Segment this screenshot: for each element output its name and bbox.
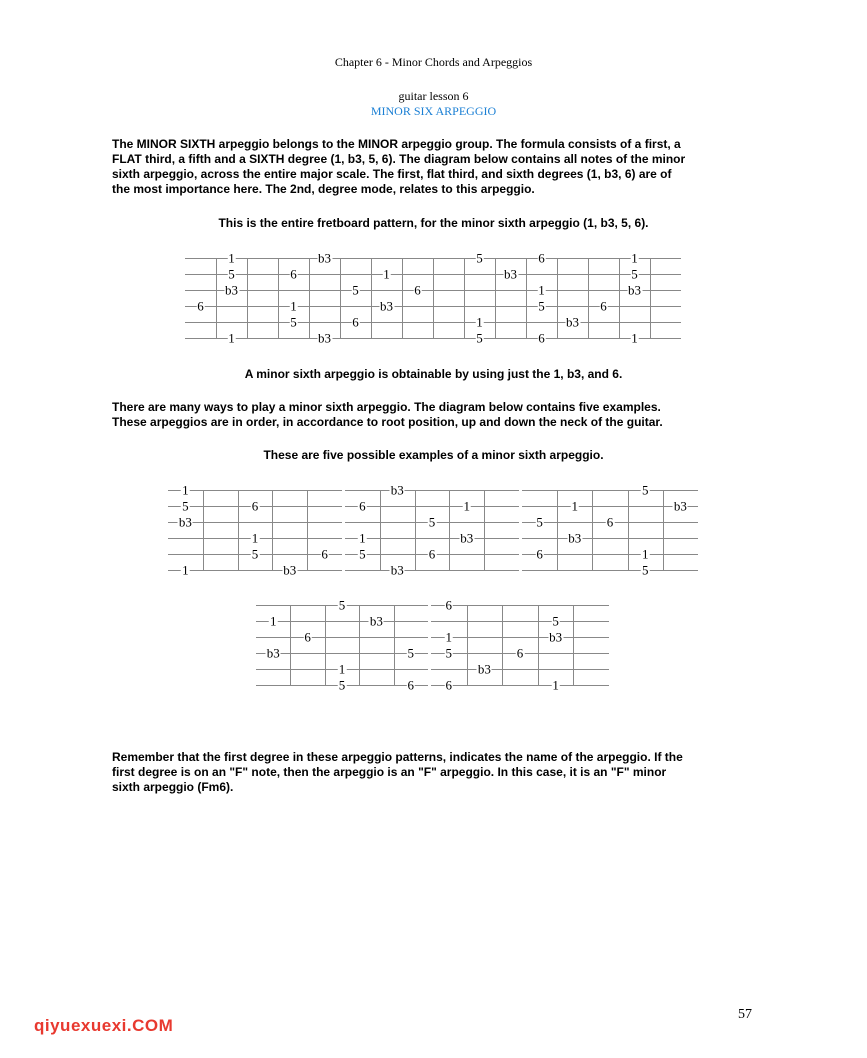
fret-line bbox=[290, 605, 291, 685]
many-ways-line: There are many ways to play a minor sixth arpeggio. The diagram below contains five examples. bbox=[112, 400, 661, 414]
note-label: 5 bbox=[641, 562, 649, 578]
fret-line bbox=[573, 605, 574, 685]
fret-line bbox=[309, 258, 310, 338]
many-ways-line: These arpeggios are in order, in accordance to root position, up and down the neck of the guitar. bbox=[112, 415, 663, 429]
note-label: 5 bbox=[338, 597, 346, 613]
note-label: b3 bbox=[568, 530, 582, 546]
note-label: b3 bbox=[318, 330, 331, 346]
string-line bbox=[185, 338, 681, 339]
string-line bbox=[431, 605, 609, 606]
note-label: 6 bbox=[407, 677, 415, 693]
note-label: 6 bbox=[290, 266, 297, 282]
note-label: 6 bbox=[600, 298, 607, 314]
string-line bbox=[522, 570, 698, 571]
note-label: b3 bbox=[178, 514, 192, 530]
string-line bbox=[431, 637, 609, 638]
note-label: 5 bbox=[352, 282, 359, 298]
note-label: b3 bbox=[318, 250, 331, 266]
note-label: 1 bbox=[182, 482, 189, 498]
note-label: 6 bbox=[197, 298, 204, 314]
note-label: 1 bbox=[383, 266, 390, 282]
fret-line bbox=[467, 605, 468, 685]
fret-line bbox=[557, 490, 558, 570]
note-label: b3 bbox=[390, 562, 404, 578]
note-label: 5 bbox=[631, 266, 638, 282]
note-label: b3 bbox=[549, 629, 563, 645]
note-label: b3 bbox=[283, 562, 297, 578]
fret-line bbox=[464, 258, 465, 338]
note-label: 5 bbox=[228, 266, 235, 282]
string-line bbox=[522, 554, 698, 555]
note-label: 1 bbox=[228, 250, 235, 266]
note-label: 6 bbox=[445, 597, 453, 613]
note-label: 6 bbox=[352, 314, 359, 330]
note-label: 5 bbox=[407, 645, 415, 661]
remember-line: Remember that the first degree in these arpeggio patterns, indicates the name of the arpeggio. If the bbox=[112, 750, 683, 764]
string-line bbox=[345, 570, 519, 571]
note-label: 5 bbox=[476, 250, 483, 266]
fretboard-example-4 bbox=[256, 597, 428, 693]
note-label: 1 bbox=[641, 546, 649, 562]
fret-line bbox=[433, 258, 434, 338]
string-line bbox=[256, 653, 428, 654]
note-label: 1 bbox=[552, 677, 559, 693]
note-label: 6 bbox=[516, 645, 524, 661]
note-label: 6 bbox=[251, 498, 259, 514]
fretboard-example-5 bbox=[431, 597, 609, 693]
note-label: b3 bbox=[390, 482, 404, 498]
note-label: 1 bbox=[476, 314, 483, 330]
note-label: 6 bbox=[606, 514, 614, 530]
string-line bbox=[345, 538, 519, 539]
fret-line bbox=[278, 258, 279, 338]
fret-line bbox=[247, 258, 248, 338]
note-label: b3 bbox=[369, 613, 383, 629]
string-line bbox=[431, 621, 609, 622]
entire-pattern-caption: This is the entire fretboard pattern, for the minor sixth arpeggio (1, b3, 5, 6). bbox=[218, 216, 649, 230]
note-label: 5 bbox=[538, 298, 545, 314]
fret-line bbox=[394, 605, 395, 685]
string-line bbox=[256, 621, 428, 622]
fret-line bbox=[619, 258, 620, 338]
note-label: b3 bbox=[225, 282, 238, 298]
note-label: b3 bbox=[380, 298, 393, 314]
fret-line bbox=[538, 605, 539, 685]
note-label: b3 bbox=[266, 645, 280, 661]
fret-line bbox=[415, 490, 416, 570]
string-line bbox=[522, 506, 698, 507]
note-label: b3 bbox=[673, 498, 687, 514]
fret-line bbox=[526, 258, 527, 338]
fret-line bbox=[402, 258, 403, 338]
fret-line bbox=[238, 490, 239, 570]
intro-line: sixth arpeggio, across the entire major scale. The first, flat third, and sixth degrees (1, b3, 6) are of bbox=[112, 167, 672, 181]
note-label: 1 bbox=[338, 661, 346, 677]
lesson-title: MINOR SIX ARPEGGIO bbox=[370, 104, 497, 118]
note-label: 6 bbox=[321, 546, 328, 562]
fret-line bbox=[502, 605, 503, 685]
note-label: 1 bbox=[631, 250, 638, 266]
intro-paragraph bbox=[112, 137, 762, 197]
string-line bbox=[168, 490, 342, 491]
remember-line: first degree is on an "F" note, then the arpeggio is an "F" arpeggio. In this case, it is an "F" minor bbox=[112, 765, 667, 779]
string-line bbox=[168, 522, 342, 523]
many-ways-paragraph bbox=[112, 400, 762, 430]
fret-line bbox=[380, 490, 381, 570]
note-label: 5 bbox=[641, 482, 649, 498]
note-label: 1 bbox=[269, 613, 277, 629]
fret-line bbox=[272, 490, 273, 570]
note-label: 1 bbox=[290, 298, 297, 314]
note-label: 1 bbox=[251, 530, 259, 546]
note-label: 6 bbox=[414, 282, 421, 298]
string-line bbox=[522, 538, 698, 539]
intro-line: FLAT third, a fifth and a SIXTH degree (1, b3, 5, 6). The diagram below contains all notes of the minor bbox=[112, 152, 686, 166]
fret-line bbox=[359, 605, 360, 685]
obtainable-caption: A minor sixth arpeggio is obtainable by using just the 1, b3, and 6. bbox=[244, 367, 623, 381]
note-label: 6 bbox=[428, 546, 436, 562]
string-line bbox=[345, 506, 519, 507]
page-number: 57 bbox=[738, 1007, 752, 1022]
fret-line bbox=[340, 258, 341, 338]
note-label: 5 bbox=[338, 677, 346, 693]
lesson-subtitle: guitar lesson 6 bbox=[398, 89, 469, 103]
five-examples-caption: These are five possible examples of a minor sixth arpeggio. bbox=[263, 448, 604, 462]
note-label: 6 bbox=[359, 498, 366, 514]
string-line bbox=[345, 490, 519, 491]
site-watermark: qiyuexuexi.COM bbox=[34, 1016, 174, 1035]
fret-line bbox=[557, 258, 558, 338]
note-label: 6 bbox=[538, 330, 545, 346]
note-label: 5 bbox=[290, 314, 297, 330]
fret-line bbox=[307, 490, 308, 570]
note-label: 6 bbox=[304, 629, 311, 645]
fret-line bbox=[495, 258, 496, 338]
fret-line bbox=[588, 258, 589, 338]
note-label: 6 bbox=[536, 546, 543, 562]
fretboard-full bbox=[185, 250, 681, 346]
note-label: 5 bbox=[552, 613, 559, 629]
fret-line bbox=[650, 258, 651, 338]
fret-line bbox=[325, 605, 326, 685]
note-label: b3 bbox=[504, 266, 517, 282]
fret-line bbox=[628, 490, 629, 570]
string-line bbox=[522, 490, 698, 491]
chapter-header: Chapter 6 - Minor Chords and Arpeggios bbox=[334, 55, 533, 69]
intro-line: The MINOR SIXTH arpeggio belongs to the MINOR arpeggio group. The formula consists of a first, a bbox=[112, 137, 681, 151]
note-label: 1 bbox=[445, 629, 453, 645]
note-label: 1 bbox=[182, 562, 189, 578]
note-label: 1 bbox=[463, 498, 471, 514]
note-label: 5 bbox=[445, 645, 453, 661]
remember-line: sixth arpeggio (Fm6). bbox=[112, 780, 234, 794]
fret-line bbox=[203, 490, 204, 570]
note-label: 1 bbox=[359, 530, 366, 546]
note-label: 5 bbox=[536, 514, 543, 530]
note-label: 1 bbox=[631, 330, 638, 346]
fret-line bbox=[216, 258, 217, 338]
string-line bbox=[256, 637, 428, 638]
note-label: b3 bbox=[566, 314, 579, 330]
note-label: 5 bbox=[476, 330, 483, 346]
fretboard-example-3 bbox=[522, 482, 698, 578]
string-line bbox=[431, 669, 609, 670]
fret-line bbox=[592, 490, 593, 570]
note-label: 5 bbox=[428, 514, 436, 530]
remember-paragraph bbox=[112, 750, 762, 795]
note-label: 5 bbox=[359, 546, 366, 562]
note-label: b3 bbox=[477, 661, 491, 677]
fretboard-example-1 bbox=[168, 482, 342, 578]
note-label: 6 bbox=[538, 250, 545, 266]
fret-line bbox=[371, 258, 372, 338]
string-line bbox=[168, 570, 342, 571]
note-label: 6 bbox=[445, 677, 453, 693]
note-label: 5 bbox=[182, 498, 189, 514]
note-label: 1 bbox=[571, 498, 579, 514]
fretboard-example-2 bbox=[345, 482, 519, 578]
string-line bbox=[431, 685, 609, 686]
intro-line: the most importance here. The 2nd, degree mode, relates to this arpeggio. bbox=[112, 182, 535, 196]
fret-line bbox=[663, 490, 664, 570]
note-label: 5 bbox=[251, 546, 259, 562]
note-label: 1 bbox=[228, 330, 235, 346]
note-label: b3 bbox=[628, 282, 641, 298]
note-label: b3 bbox=[460, 530, 474, 546]
note-label: 1 bbox=[538, 282, 545, 298]
fret-line bbox=[449, 490, 450, 570]
fret-line bbox=[484, 490, 485, 570]
